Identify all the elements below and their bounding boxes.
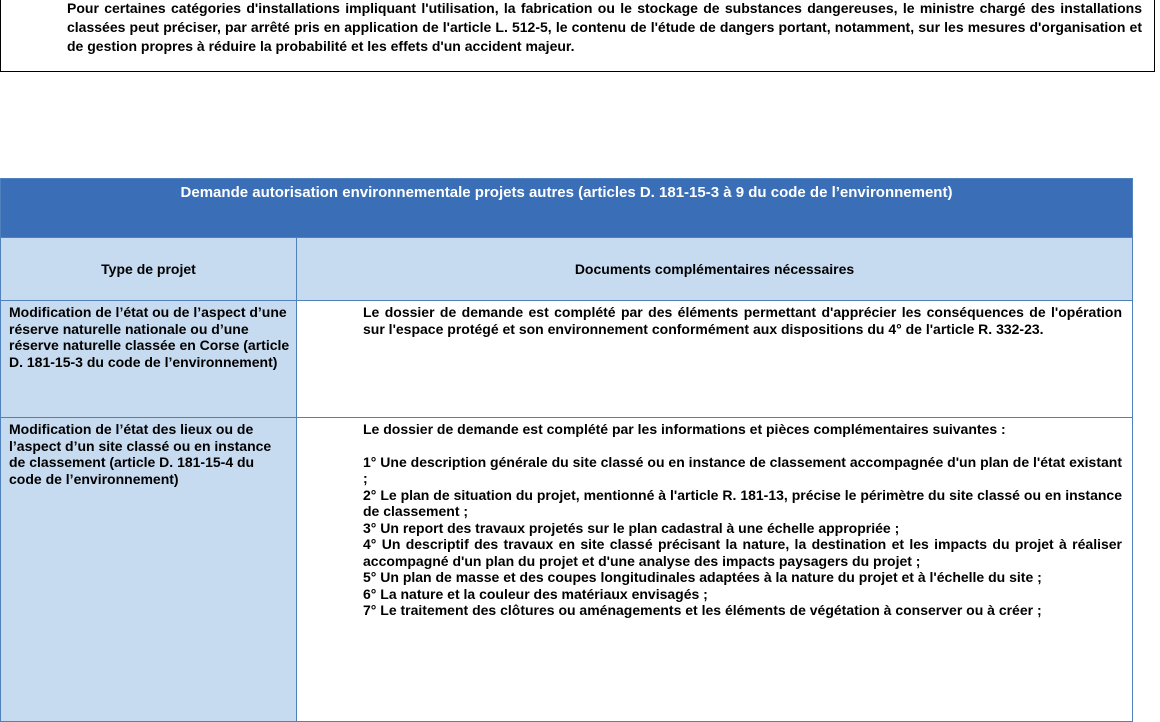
- list-item: 5° Un plan de masse et des coupes longitudinales adaptées à la nature du projet et à l'échelle du site ;: [363, 569, 1042, 585]
- list-item: 2° Le plan de situation du projet, mentionné à l'article R. 181-13, précise le périmètre du site classé ou en instance de classement ;: [363, 486, 1122, 519]
- list-item: 3° Un report des travaux projetés sur le plan cadastral à une échelle appropriée ;: [363, 519, 900, 536]
- documents-text: Le dossier de demande est complété par des éléments permettant d'apprécier les conséquences de l'opération sur l'espace protégé et son environnement conformément aux dispositions du 4° de l'article R. 332-23.: [363, 304, 1122, 337]
- table-title: Demande autorisation environnementale projets autres (articles D. 181-15-3 à 9 du code de l’environnement): [1, 179, 1133, 238]
- header-type-de-projet: Type de projet: [1, 238, 297, 301]
- project-type-text: Modification de l’état des lieux ou de l’aspect d’un site classé ou en instance de classement (article D. 181-15-4 du code de l’environnement): [9, 421, 272, 487]
- intro-paragraph: Pour certaines catégories d'installations impliquant l'utilisation, la fabrication ou le stockage de substances dangereuses, le ministre chargé des installations classées peut préciser, par arrêté pris en application de l'article L. 512-5, le contenu de l'étude de dangers portant, notamment, sur les mesures d'organisation et de gestion propres à réduire la probabilité et les effets d'un accident majeur.: [67, 0, 1142, 54]
- documents-cell: [297, 418, 1133, 722]
- table-row: [1, 418, 1133, 722]
- header-documents: Documents complémentaires nécessaires: [297, 238, 1133, 301]
- list-item: 6° La nature et la couleur des matériaux envisagés ;: [363, 585, 708, 602]
- project-type-cell: [1, 301, 297, 418]
- intro-box: [0, 0, 1155, 72]
- requirements-table: [0, 178, 1133, 722]
- list-item: 7° Le traitement des clôtures ou aménagements et les éléments de végétation à conserver ou à créer ;: [363, 602, 1042, 618]
- project-type-cell: [1, 418, 297, 722]
- list-item: 4° Un descriptif des travaux en site classé précisant la nature, la destination et les impacts du projet à réaliser accompagné d'un plan du projet et d'une analyse des impacts paysagers du projet ;: [363, 536, 1122, 569]
- project-type-text: Modification de l’état ou de l’aspect d’une réserve naturelle nationale ou d’une réserve naturelle classée en Corse (article D. 181-15-3 du code de l’environnement): [9, 304, 290, 370]
- documents-cell: [297, 301, 1133, 418]
- table-row: [1, 301, 1133, 418]
- documents-intro: Le dossier de demande est complété par les informations et pièces complémentaires suivantes :: [363, 421, 1006, 437]
- list-item: 1° Une description générale du site classé ou en instance de classement accompagnée d'un plan de l'état existant ;: [363, 453, 1122, 486]
